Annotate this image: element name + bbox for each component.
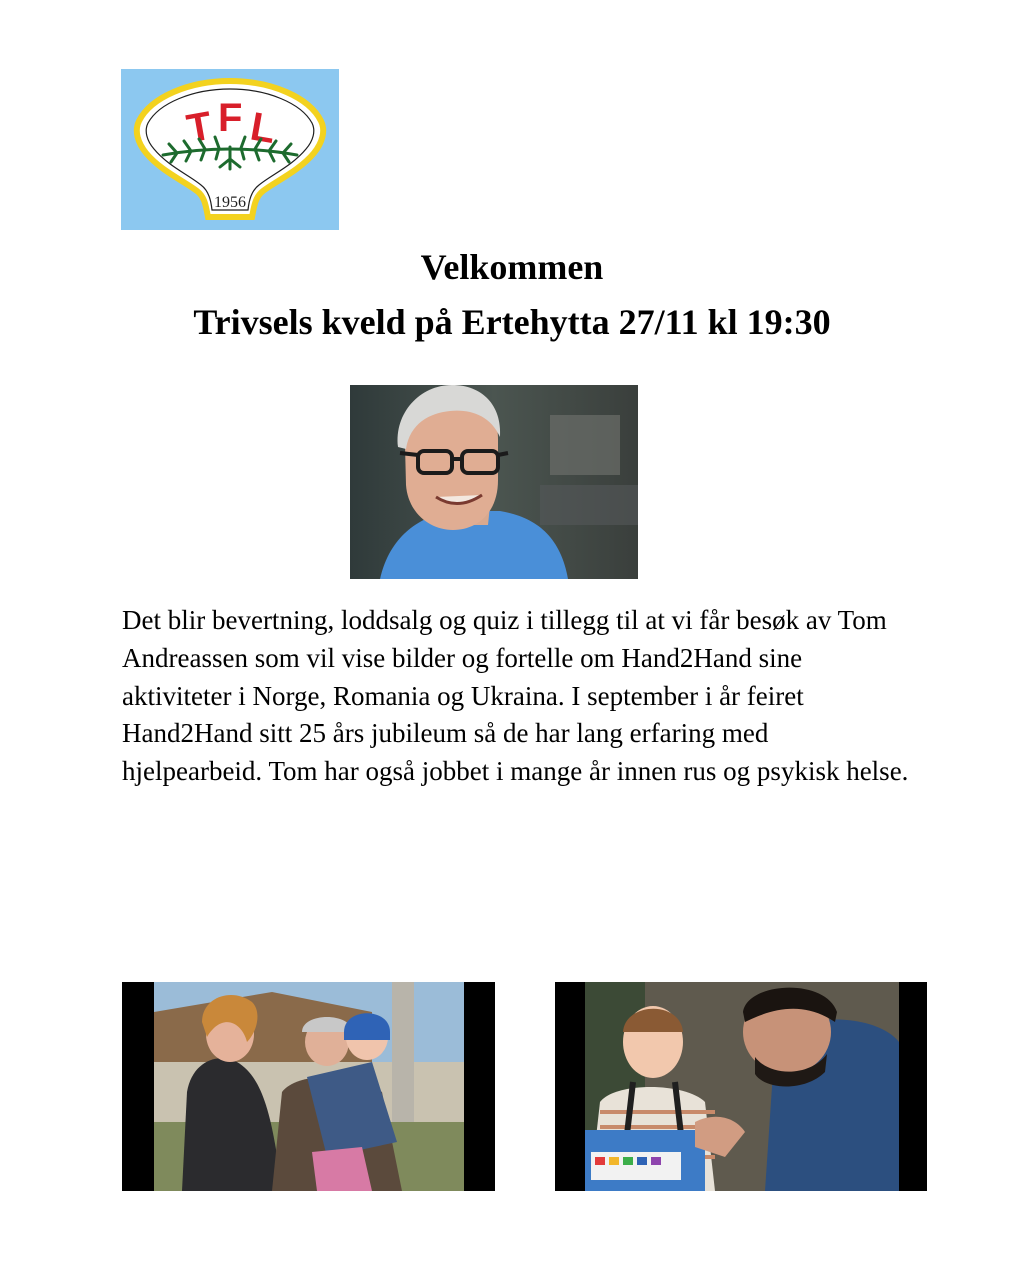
speaker-portrait	[350, 385, 638, 579]
family-photo-image	[122, 982, 495, 1191]
svg-text:L: L	[247, 104, 279, 153]
welcome-heading: Velkommen	[420, 247, 604, 287]
tfl-logo	[121, 69, 339, 230]
photo-child-painting	[555, 982, 927, 1191]
photo-family-outdoors	[122, 982, 495, 1191]
svg-text:F: F	[218, 96, 243, 140]
man-portrait-image	[350, 385, 638, 579]
event-title: Trivsels kveld på Ertehytta 27/11 kl 19:30	[193, 302, 831, 342]
svg-text:T: T	[183, 103, 216, 152]
logo-year: 1956	[214, 194, 246, 211]
tfl-crest-icon	[121, 69, 339, 230]
event-description: Det blir bevertning, loddsalg og quiz i tillegg til at vi får besøk av Tom Andreassen som vil vise bilder og fortelle om Hand2Hand sine aktiviteter i Norge, Romania og Ukraina. I september i år feiret Hand2Hand sitt 25 års jubileum så de har lang erfaring med hjelpearbeid. Tom har også jobbet i mange år innen rus og psykisk helse.	[122, 605, 909, 787]
child-painting-photo-image	[555, 982, 927, 1191]
